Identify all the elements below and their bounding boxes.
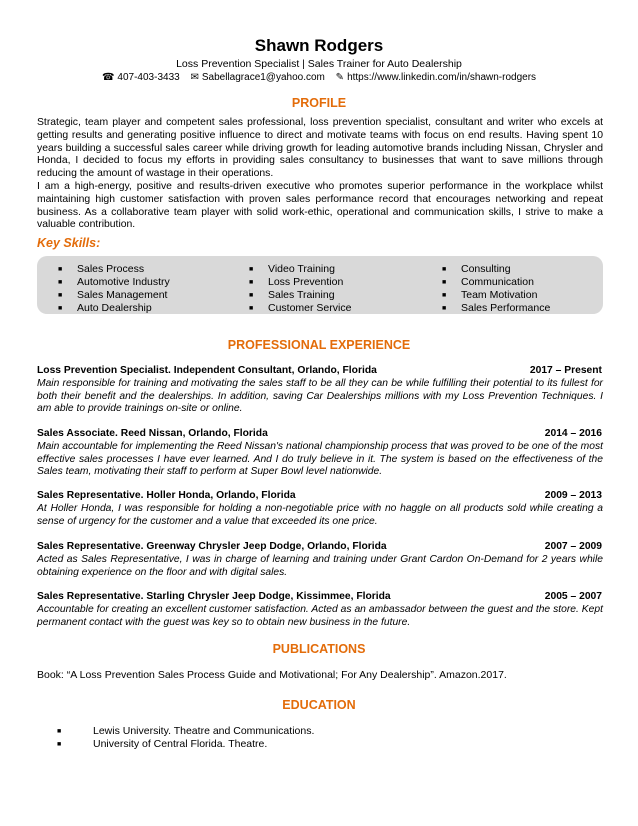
job-1-title: Loss Prevention Specialist. Independent Consultant, Orlando, Florida bbox=[37, 365, 377, 376]
linkedin-text: https://www.linkedin.com/in/shawn-rodgers bbox=[347, 72, 537, 83]
skill-item: ■ Loss Prevention bbox=[249, 276, 344, 288]
bullet-icon: ■ bbox=[57, 728, 62, 735]
publications-heading: PUBLICATIONS bbox=[272, 642, 366, 656]
bullet-icon: ■ bbox=[58, 279, 63, 286]
skills-column-1 bbox=[58, 263, 170, 315]
contact-linkedin[interactable] bbox=[336, 72, 536, 83]
skill-item: ■ Team Motivation bbox=[442, 289, 538, 301]
skill-item: ■ Sales Performance bbox=[442, 302, 551, 314]
bullet-icon: ■ bbox=[58, 305, 63, 312]
phone-icon: ☎ bbox=[101, 72, 115, 83]
job-2-title: Sales Associate. Reed Nissan, Orlando, Florida bbox=[37, 428, 268, 439]
profile-paragraph-2: I am a high-energy, positive and results-driven executive who promotes superior performance in the workplace whilst maintaining high customer satisfaction with proven sales performance record that encourages networking and repeat business. As a collaborative team player with solid work-ethic, operational and communication skills, I strive to make a valuable contribution. bbox=[37, 181, 603, 231]
publication-entry: Book: “A Loss Prevention Sales Process Guide and Motivational; For Any Dealership”. Amazon.2017. bbox=[37, 669, 507, 681]
bullet-icon: ■ bbox=[58, 292, 63, 299]
job-5-dates: 2005 – 2007 bbox=[544, 591, 602, 602]
education-list bbox=[57, 725, 314, 751]
job-1-dates: 2017 – Present bbox=[529, 365, 602, 376]
skill-item: ■ Consulting bbox=[442, 263, 511, 275]
key-skills-heading: Key Skills: bbox=[37, 236, 101, 250]
education-item: ■ Lewis University. Theatre and Communications. bbox=[57, 725, 315, 737]
skill-item: ■ Automotive Industry bbox=[58, 276, 170, 288]
bullet-icon: ■ bbox=[442, 305, 447, 312]
bullet-icon: ■ bbox=[249, 292, 254, 299]
skill-item: ■ Auto Dealership bbox=[58, 302, 152, 314]
envelope-icon: ✉ bbox=[190, 72, 199, 83]
bullet-icon: ■ bbox=[249, 279, 254, 286]
experience-heading: PROFESSIONAL EXPERIENCE bbox=[227, 338, 411, 352]
contact-email[interactable] bbox=[190, 72, 324, 83]
candidate-name: Shawn Rodgers bbox=[254, 36, 384, 55]
email-text: Sabellagrace1@yahoo.com bbox=[201, 72, 325, 83]
job-5-description: Accountable for creating an excellent customer satisfaction. Acted as an ambassador between the guest and the store. Kept permanent contact with the guest was key so to obtain new business in the future. bbox=[37, 604, 603, 628]
job-3-title: Sales Representative. Holler Honda, Orlando, Florida bbox=[37, 490, 296, 501]
job-4-dates: 2007 – 2009 bbox=[544, 541, 602, 552]
profile-paragraph-1: Strategic, team player and competent sales professional, loss prevention specialist, consultant and writer who excels at getting results and generating positive influence to direct and motivate teams with focus on end results. Having spent 10 years building a successful sales career while driving growth for leading automotive brands including Nissan, Chrysler and Honda, I decided to focus my efforts in providing sales consultancy to businesses that want to save millions through reducing the amount of wastage in their operations. bbox=[37, 117, 603, 180]
bullet-icon: ■ bbox=[249, 305, 254, 312]
skill-item: ■ Sales Management bbox=[58, 289, 168, 301]
job-3-dates: 2009 – 2013 bbox=[544, 490, 602, 501]
education-item: ■ University of Central Florida. Theatre. bbox=[57, 738, 268, 750]
skill-item: ■ Sales Training bbox=[249, 289, 335, 301]
job-1-description: Main responsible for training and motivating the sales staff to be all they can be while fulfilling their potential to its fullest for both their benefit and the dealerships. In addition, saving Car Dealerships millions with my Loss Prevention Techniques. I am able to provide trainings on-site or online. bbox=[37, 378, 603, 415]
job-5-title: Sales Representative. Starling Chrysler Jeep Dodge, Kissimmee, Florida bbox=[37, 591, 391, 602]
bullet-icon: ■ bbox=[442, 266, 447, 273]
skill-item: ■ Customer Service bbox=[249, 302, 352, 314]
job-4-title: Sales Representative. Greenway Chrysler Jeep Dodge, Orlando, Florida bbox=[37, 541, 387, 552]
bullet-icon: ■ bbox=[442, 292, 447, 299]
bullet-icon: ■ bbox=[249, 266, 254, 273]
bullet-icon: ■ bbox=[442, 279, 447, 286]
skill-item: ■ Video Training bbox=[249, 263, 335, 275]
skill-item: ■ Communication bbox=[442, 276, 534, 288]
contact-line bbox=[0, 72, 638, 83]
profile-heading: PROFILE bbox=[291, 96, 347, 110]
pencil-icon: ✎ bbox=[335, 72, 345, 83]
phone-text: 407-403-3433 bbox=[117, 72, 180, 83]
job-2-description: Main accountable for implementing the Reed Nissan's national championship process that was proved to be one of the most effective sales processes I have ever learned. And I do truly believe in it. The system is based on the effectiveness of the Sales team, motivating their staff to perform at Super Bowl level nationwide. bbox=[37, 441, 603, 478]
job-4-description: Acted as Sales Representative, I was in charge of learning and training under Grant Cardon On-Demand for 2 years while obtaining experience on the floor and with digital sales. bbox=[37, 554, 603, 578]
skills-column-3 bbox=[442, 263, 550, 315]
skills-column-2 bbox=[249, 263, 351, 315]
education-heading: EDUCATION bbox=[282, 698, 356, 712]
candidate-subtitle: Loss Prevention Specialist | Sales Trainer for Auto Dealership bbox=[176, 58, 462, 70]
contact-phone bbox=[102, 72, 180, 83]
bullet-icon: ■ bbox=[58, 266, 63, 273]
job-2-dates: 2014 – 2016 bbox=[544, 428, 602, 439]
skill-item: ■ Sales Process bbox=[58, 263, 145, 275]
bullet-icon: ■ bbox=[57, 741, 62, 748]
job-3-description: At Holler Honda, I was responsible for holding a non-negotiable price with no haggle on all products sold while creating a sense of urgency for the customer and a value that exceeded its one price. bbox=[37, 503, 603, 527]
